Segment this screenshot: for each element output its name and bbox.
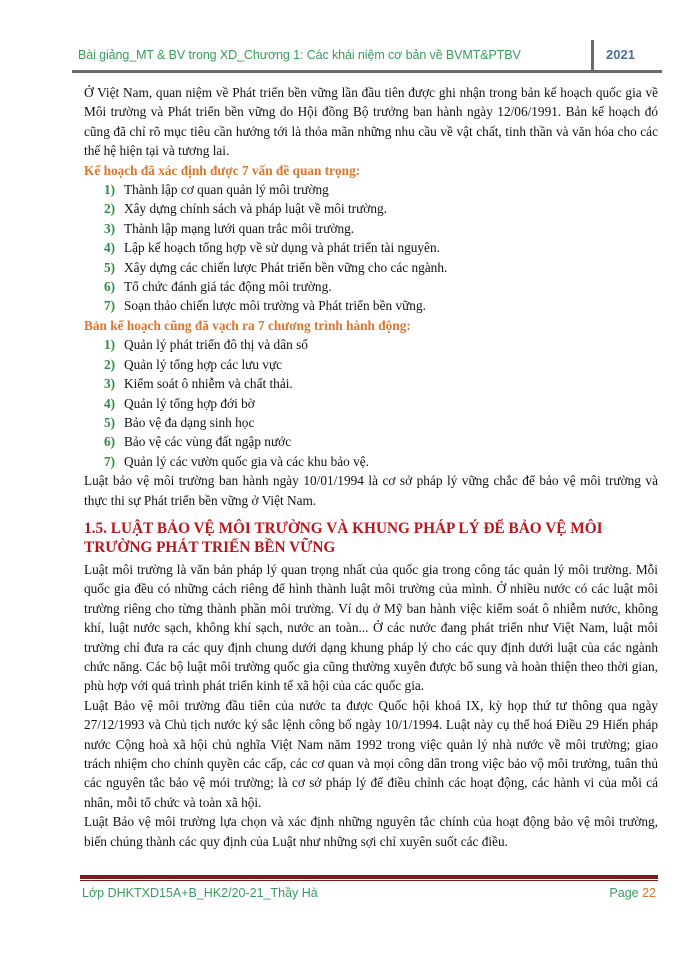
page-number: 22 — [642, 886, 656, 900]
list-text: Xây dựng chính sách và pháp luật về môi trường. — [124, 201, 387, 217]
list-number: 2) — [104, 201, 116, 217]
closing-paragraph: Luật bảo vệ môi trường ban hành ngày 10/01/1994 là cơ sở pháp lý vững chắc để bảo vệ môi trường và thực thi sự Phát triển bền vững ở Việt Nam. — [84, 473, 658, 508]
list-text: Quản lý phát triển đô thị và dân số — [124, 337, 308, 353]
list-item — [104, 374, 658, 393]
list1-heading: Kế hoạch đã xác định được 7 vấn đề quan trọng: — [84, 162, 361, 178]
list-text: Kiểm soát ô nhiễm và chất thải. — [124, 376, 293, 392]
list-number: 4) — [104, 240, 116, 256]
list-text: Quản lý tổng hợp đới bờ — [124, 395, 255, 411]
footer-page — [609, 886, 656, 900]
list-text: Quản lý tổng hợp các lưu vực — [124, 356, 283, 372]
list-number: 4) — [104, 395, 116, 411]
list-number: 5) — [104, 414, 116, 430]
list-number: 7) — [104, 453, 116, 469]
list-number: 3) — [104, 220, 116, 236]
list2 — [84, 335, 658, 471]
header-year: 2021 — [606, 47, 635, 62]
list-text: Thành lập cơ quan quản lý môi trường — [124, 182, 329, 198]
footer-class-label: Lớp DHKTXD15A+B_HK2/20-21_Thầy Hà — [82, 886, 318, 900]
list-item — [104, 413, 658, 432]
footer-rule-thin — [80, 880, 658, 881]
list-item — [104, 296, 658, 315]
list-item — [104, 335, 658, 354]
list-text: Xây dựng các chiến lược Phát triển bền vững cho các ngành. — [124, 259, 448, 275]
list-text: Bảo vệ các vùng đất ngập nước — [124, 434, 292, 450]
page-header — [78, 40, 659, 70]
header-title: Bài giảng_MT & BV trong XD_Chương 1: Các khái niệm cơ bản về BVMT&PTBV — [78, 48, 521, 62]
list-text: Soạn thảo chiến lược môi trường và Phát triển bền vững. — [124, 298, 426, 314]
section-paragraph: Luật Bảo vệ môi trường lựa chọn và xác định những nguyên tắc chính của hoạt động bảo vệ môi trường, biến chúng thành các quy định của Luật như những sợi chỉ xuyên suốt các điều. — [84, 814, 658, 849]
list-item — [104, 258, 658, 277]
list-number: 6) — [104, 434, 116, 450]
section-paragraph: Luật môi trường là văn bản pháp lý quan trọng nhất của quốc gia trong công tác quản lý môi trường. Mỗi quốc gia đều có những cách riêng để hình thành luật môi trường của mình. Ở nhiều nước có các luật môi trường riêng cho từng thành phần môi trường. Ví dụ ở Mỹ ban hành việc kiểm soát ô nhiễm nước, không khí, luật nước sạch, không khí sạch, nước an toàn... Ở các nước đang phát triển như Việt Nam, luật môi trường chỉ đưa ra các quy định chung dưới dạng khung pháp lý cho các quy định dưới luật của các ngành chức năng. Các bộ luật môi trường quốc gia cũng thường xuyên được bổ sung và hoàn thiện theo thời gian, phù hợp với quá trình phát triển kinh tế xã hội của các quốc gia. — [84, 561, 658, 694]
list-text: Tổ chức đánh giá tác động môi trường. — [124, 279, 332, 295]
list-number: 3) — [104, 376, 116, 392]
intro-paragraph: Ở Việt Nam, quan niệm về Phát triển bền vững lần đầu tiên được ghi nhận trong bản kế hoạch quốc gia về Môi trường và Phát triển bền vững do Hội đồng Bộ trưởng ban hành ngày 12/06/1991. Bản kế hoạch đó cũng đã chỉ rõ mục tiêu cần hướng tới là thỏa mãn những nhu cầu về vật chất, tinh thần và văn hóa cho các thế hệ hiện tại và tương lai. — [84, 85, 658, 159]
list-item — [104, 355, 658, 374]
list-item — [104, 199, 658, 218]
list-item — [104, 277, 658, 296]
list-number: 7) — [104, 298, 116, 314]
list-number: 1) — [104, 337, 116, 353]
list-item — [104, 219, 658, 238]
list-number: 2) — [104, 356, 116, 372]
section-paragraph: Luật Bảo vệ môi trường đầu tiên của nước ta được Quốc hội khoá IX, kỳ họp thứ tư thông qua ngày 27/12/1993 và Chủ tịch nước ký sắc lệnh công bố ngày 10/1/1994. Luật này cụ thể hoá Điều 29 Hiến pháp nước Cộng hoà xã hội chủ nghĩa Việt Nam năm 1992 trong việc quản lý nhà nước về môi trường; giao trách nhiệm cho chính quyền các cấp, các cơ quan và mọi công dân trong việc bảo vộ môi trường, tuân thủ các nguyên tắc bảo vệ mói trường; là cơ sở pháp lý để điều chỉnh các hoạt động, các hành vi của mỗi cá nhân, mỗi tổ chức và toàn xã hội. — [84, 697, 658, 810]
list-text: Thành lập mạng lưới quan trắc môi trường. — [124, 220, 355, 236]
list-item — [104, 238, 658, 257]
list-item — [104, 180, 658, 199]
list2-heading: Bản kế hoạch cũng đã vạch ra 7 chương trình hành động: — [84, 317, 411, 333]
list-item — [104, 452, 658, 471]
list-number: 5) — [104, 259, 116, 275]
list-number: 1) — [104, 182, 116, 198]
list-text: Lập kế hoạch tổng hợp về sử dụng và phát triển tài nguyên. — [124, 240, 440, 256]
page-content — [84, 83, 658, 851]
list-item — [104, 432, 658, 451]
header-separator — [591, 40, 594, 70]
header-rule — [72, 70, 662, 73]
list-item — [104, 394, 658, 413]
list-number: 6) — [104, 279, 116, 295]
footer-rule — [80, 875, 658, 879]
list-text: Bảo vệ đa dạng sinh học — [124, 414, 255, 430]
list1 — [84, 180, 658, 316]
page-label: Page — [609, 886, 643, 900]
section-title: 1.5. LUẬT BẢO VỆ MÔI TRƯỜNG VÀ KHUNG PHÁP LÝ ĐỂ BẢO VỆ MÔI TRƯỜNG PHÁT TRIỂN BỀN VỮNG — [84, 519, 603, 556]
list-text: Quản lý các vườn quốc gia và các khu bảo vệ. — [124, 453, 369, 469]
